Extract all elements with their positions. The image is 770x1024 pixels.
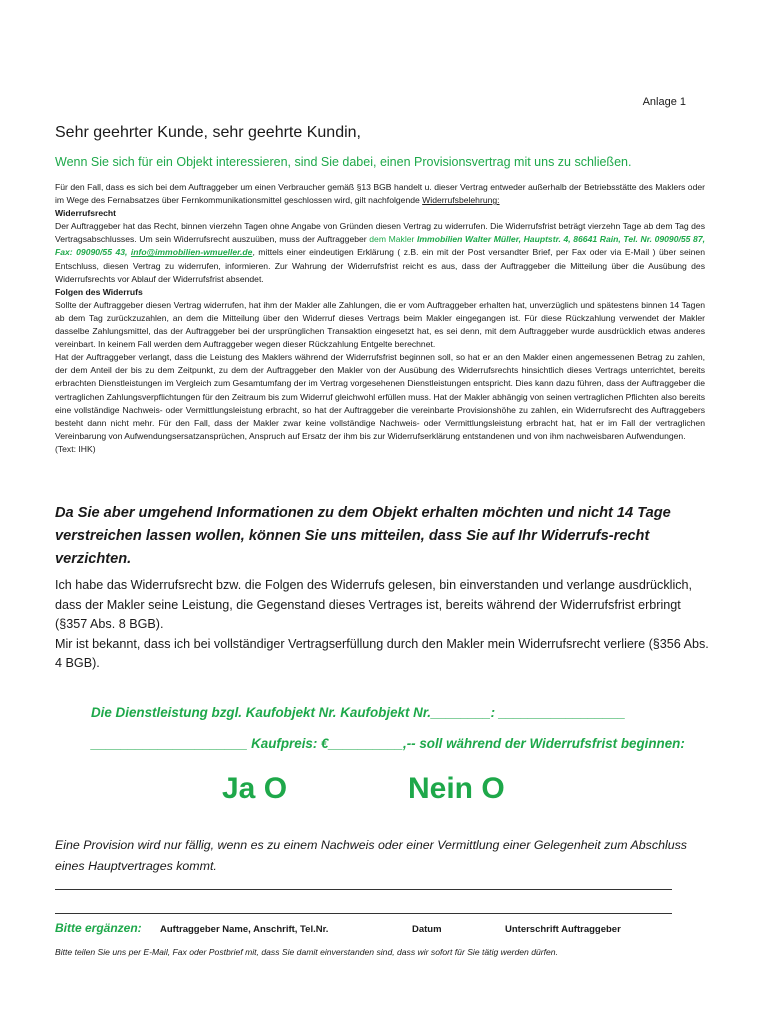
section-heading-right: Widerrufsrecht	[55, 208, 117, 219]
service-start-paragraph: Hat der Auftraggeber verlangt, dass die Leistung des Maklers während der Widerrufsfrist beginnen soll, so hat er an den Makler einen angemessenen Betrag zu zahlen, der dem Anteil der bis zu dem Zeitpunkt, zu dem der Auftraggeber den Makler von der Ausübung des Widerrufsrechts hinsichtlich dieses Vertrags unterrichtet, bereits erbrachten Dienstleistungen im Vergleich zum Gesamtumfang der im Vertrag vorgesehenen Dienstleistungen entspricht. Dies kann dazu führen, dass der Auftraggeber die vertraglichen Zahlungsverpflichtungen für den Zeitraum bis zum Widerruf gleichwohl erfüllen muss. Hat der Makler abhängig von seinen vertraglichen Pflichten also bereits eine vollständige Nachweis- oder Vermittlungsleistung erbracht, so hat der Auftraggeber die vereinbarte Provisionshöhe zu zahlen, ein Widerrufsrecht des Auftraggebers besteht dann nicht mehr. Für den Fall, dass der Makler zwar keine vollständige Nachweis- oder Vermittlungsleistung erbracht hat, hat er im Fall der vertraglichen Vereinbarung von Aufwendungsersatzansprüchen, Anspruch auf Ersatz der ihm bis zur Widerrufserklärung entstandenen und von ihm nachweisbaren Aufwendungen.	[55, 352, 705, 441]
waiver-request: Da Sie aber umgehend Informationen zu dem Objekt erhalten möchten und nicht 14 Tage verstreichen lassen wollen, können Sie uns mitteilen, dass Sie auf Ihr Widerrufs-recht verzichten.	[55, 505, 671, 567]
date-label: Datum	[412, 924, 442, 935]
consent-statement	[55, 576, 715, 674]
signature-line-2[interactable]	[55, 913, 672, 914]
consent-line-2: Mir ist bekannt, dass ich bei vollständiger Vertragserfüllung durch den Makler mein Widerrufsrecht verliere (§356 Abs. 4 BGB).	[55, 636, 709, 670]
service-object-line[interactable]: Die Dienstleistung bzgl. Kaufobjekt Nr. Kaufobjekt Nr.________: _________________	[91, 705, 626, 720]
provision-note: Eine Provision wird nur fällig, wenn es zu einem Nachweis oder einer Vermittlung einer Gelegenheit zum Abschluss eines Hauptvertrages kommt.	[55, 838, 688, 873]
service-price-line[interactable]: _____________________ Kaufpreis: €__________,-- soll während der Widerrufsfrist beginnen:	[91, 736, 685, 751]
policy-right-paragraph	[55, 220, 705, 285]
yes-option[interactable]: Ja O	[222, 772, 288, 805]
footer-note: Bitte teilen Sie uns per E-Mail, Fax oder Postbrief mit, dass Sie damit einverstanden sind, dass wir sofort für Sie tätig werden dürfen.	[55, 947, 558, 957]
right-text-cont: , mittels einer eindeutigen Erklärung ( z.B. ein mit der Post versandter Brief, per Fax oder via E-Mail ) über seinen Entschluss, diesen Vertrag zu widerrufen, informieren. Zur Wahrung der Widerrufsfrist reicht es aus, dass der Auftraggeber die Mitteilung über die Ausübung des Widerrufsrechts vor Ablauf der Widerrufsfrist absendet.	[55, 247, 705, 284]
consequences-paragraph: Sollte der Auftraggeber diesen Vertrag widerrufen, hat ihm der Makler alle Zahlungen, die er vom Auftraggeber erhalten hat, unverzüglich und spätestens binnen 14 Tagen ab dem Tag zurückzuzahlen, an dem die Mitteilung über den Widerruf dieses Vertrags beim Makler eingegangen ist. Für diese Rückzahlung verwendet der Makler dasselbe Zahlungsmittel, das der Auftraggeber bei der ursprünglichen Transaktion eingesetzt hat, es sei denn, mit dem Auftraggeber wurde ausdrücklich etwas anderes vereinbart. In keinem Fall werden dem Auftraggeber wegen dieser Rückzahlung Entgelte berechnet.	[55, 299, 705, 350]
right-text: Der Auftraggeber hat das Recht, binnen vierzehn Tagen ohne Angabe von Gründen diesen Vertrag zu widerrufen. Die Widerrufsfrist beträgt vierzehn Tage ab dem Tag des Vertragsabschlusses. Um sein Widerrufsrecht auszuüben, muss der Auftraggeber	[55, 221, 705, 245]
consent-line-1: Ich habe das Widerrufsrecht bzw. die Folgen des Widerrufs gelesen, bin einverstanden und verlange ausdrücklich, dass der Makler seine Leistung, die Gegenstand dieses Vertrages ist, bereits während der Widerrufsfrist erbringt (§357 Abs. 8 BGB).	[55, 578, 693, 631]
policy-link: Widerrufsbelehrung:	[422, 195, 500, 206]
fill-in-label: Bitte ergänzen:	[55, 921, 142, 935]
cancellation-policy	[55, 181, 705, 456]
section-heading-consequences: Folgen des Widerrufs	[55, 286, 143, 297]
signature-line-1[interactable]	[55, 889, 672, 890]
broker-email-link[interactable]: info@immobilien-wmueller.de	[130, 247, 253, 258]
broker-ref: dem Makler	[369, 234, 418, 245]
intro-text: Wenn Sie sich für ein Objekt interessieren, sind Sie dabei, einen Provisionsvertrag mit uns zu schließen.	[55, 155, 632, 169]
salutation: Sehr geehrter Kunde, sehr geehrte Kundin,	[55, 124, 361, 141]
policy-intro-text: Für den Fall, dass es sich bei dem Auftraggeber um einen Verbraucher gemäß §13 BGB handelt u. dieser Vertrag entweder außerhalb der Betriebsstätte des Maklers oder im Wege des Fernabsatzes über Fernkommunikationsmittel geschlossen wird, gilt nachfolgende	[55, 182, 705, 206]
broker-address: Immobilien Walter Müller, Hauptstr. 4, 86641 Rain, Tel. Nr. 09090/55 87, Fax: 09090/55 43,	[55, 234, 706, 258]
policy-intro	[55, 181, 705, 207]
no-option[interactable]: Nein O	[408, 772, 505, 805]
signature-label: Unterschrift Auftraggeber	[505, 924, 621, 935]
client-details-label: Auftraggeber Name, Anschrift, Tel.Nr.	[160, 924, 329, 935]
source-note: (Text: IHK)	[55, 443, 96, 454]
annex-label: Anlage 1	[642, 96, 686, 108]
